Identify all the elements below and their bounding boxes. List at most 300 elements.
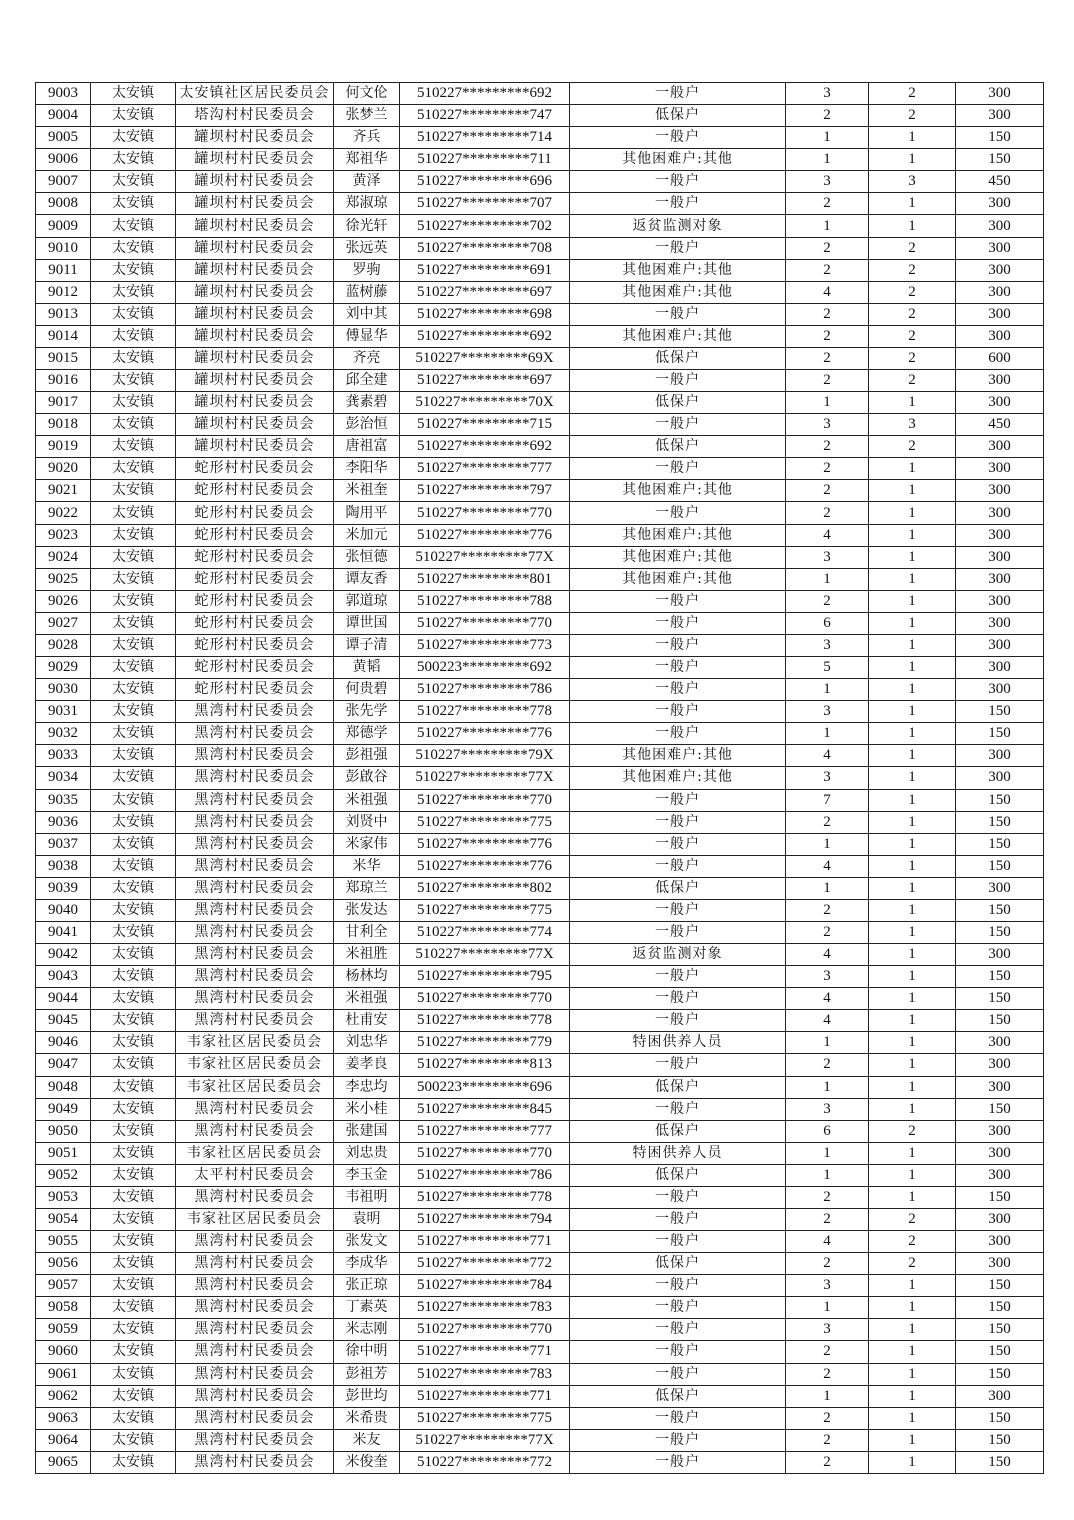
household-size-cell: 3 <box>786 1275 869 1297</box>
seq-cell: 9038 <box>36 855 91 877</box>
count-cell: 1 <box>869 127 956 149</box>
table-row <box>36 303 1044 325</box>
name-cell: 徐光轩 <box>334 215 400 237</box>
household-size-cell: 2 <box>786 1186 869 1208</box>
seq-cell: 9055 <box>36 1231 91 1253</box>
village-cell: 罐坝村村民委员会 <box>176 325 334 347</box>
town-cell: 太安镇 <box>91 480 176 502</box>
town-cell: 太安镇 <box>91 701 176 723</box>
name-cell: 郭道琼 <box>334 590 400 612</box>
id-number-cell: 510227*********77X <box>400 767 570 789</box>
village-cell: 黑湾村村民委员会 <box>176 921 334 943</box>
seq-cell: 9047 <box>36 1054 91 1076</box>
household-size-cell: 1 <box>786 127 869 149</box>
category-cell: 低保户 <box>570 392 786 414</box>
town-cell: 太安镇 <box>91 789 176 811</box>
category-cell: 一般户 <box>570 966 786 988</box>
category-cell: 一般户 <box>570 1275 786 1297</box>
village-cell: 黑湾村村民委员会 <box>176 1385 334 1407</box>
village-cell: 黑湾村村民委员会 <box>176 899 334 921</box>
category-cell: 一般户 <box>570 899 786 921</box>
household-size-cell: 3 <box>786 546 869 568</box>
amount-cell: 300 <box>956 281 1044 303</box>
category-cell: 一般户 <box>570 855 786 877</box>
table-row <box>36 1231 1044 1253</box>
id-number-cell: 510227*********776 <box>400 833 570 855</box>
village-cell: 韦家社区居民委员会 <box>176 1032 334 1054</box>
table-row <box>36 524 1044 546</box>
table-row <box>36 149 1044 171</box>
count-cell: 1 <box>869 657 956 679</box>
name-cell: 张正琼 <box>334 1275 400 1297</box>
town-cell: 太安镇 <box>91 127 176 149</box>
table-row <box>36 171 1044 193</box>
count-cell: 1 <box>869 1076 956 1098</box>
table-row <box>36 215 1044 237</box>
household-size-cell: 1 <box>786 1076 869 1098</box>
count-cell: 1 <box>869 1010 956 1032</box>
household-size-cell: 1 <box>786 149 869 171</box>
village-cell: 蛇形村村民委员会 <box>176 480 334 502</box>
id-number-cell: 510227*********845 <box>400 1098 570 1120</box>
seq-cell: 9059 <box>36 1319 91 1341</box>
village-cell: 黑湾村村民委员会 <box>176 1120 334 1142</box>
village-cell: 罐坝村村民委员会 <box>176 370 334 392</box>
household-size-cell: 2 <box>786 899 869 921</box>
seq-cell: 9030 <box>36 679 91 701</box>
amount-cell: 150 <box>956 1363 1044 1385</box>
id-number-cell: 510227*********697 <box>400 370 570 392</box>
category-cell: 低保户 <box>570 1385 786 1407</box>
household-size-cell: 1 <box>786 1032 869 1054</box>
seq-cell: 9058 <box>36 1297 91 1319</box>
seq-cell: 9035 <box>36 789 91 811</box>
category-cell: 低保户 <box>570 1253 786 1275</box>
household-size-cell: 2 <box>786 259 869 281</box>
category-cell: 一般户 <box>570 988 786 1010</box>
name-cell: 谭世国 <box>334 612 400 634</box>
seq-cell: 9005 <box>36 127 91 149</box>
name-cell: 郑德学 <box>334 723 400 745</box>
town-cell: 太安镇 <box>91 502 176 524</box>
table-row <box>36 1098 1044 1120</box>
amount-cell: 300 <box>956 436 1044 458</box>
id-number-cell: 510227*********697 <box>400 281 570 303</box>
town-cell: 太安镇 <box>91 833 176 855</box>
seq-cell: 9027 <box>36 612 91 634</box>
table-row <box>36 414 1044 436</box>
seq-cell: 9012 <box>36 281 91 303</box>
table-row <box>36 612 1044 634</box>
village-cell: 黑湾村村民委员会 <box>176 1341 334 1363</box>
village-cell: 黑湾村村民委员会 <box>176 1451 334 1473</box>
household-size-cell: 2 <box>786 590 869 612</box>
name-cell: 黄韬 <box>334 657 400 679</box>
name-cell: 米祖奎 <box>334 480 400 502</box>
village-cell: 罐坝村村民委员会 <box>176 171 334 193</box>
category-cell: 低保户 <box>570 877 786 899</box>
name-cell: 黄泽 <box>334 171 400 193</box>
seq-cell: 9025 <box>36 568 91 590</box>
seq-cell: 9019 <box>36 436 91 458</box>
amount-cell: 150 <box>956 1275 1044 1297</box>
village-cell: 黑湾村村民委员会 <box>176 833 334 855</box>
town-cell: 太安镇 <box>91 347 176 369</box>
town-cell: 太安镇 <box>91 1319 176 1341</box>
id-number-cell: 510227*********770 <box>400 789 570 811</box>
household-size-cell: 4 <box>786 281 869 303</box>
amount-cell: 300 <box>956 1164 1044 1186</box>
town-cell: 太安镇 <box>91 1407 176 1429</box>
table-row <box>36 325 1044 347</box>
count-cell: 2 <box>869 1253 956 1275</box>
seq-cell: 9043 <box>36 966 91 988</box>
village-cell: 黑湾村村民委员会 <box>176 877 334 899</box>
category-cell: 低保户 <box>570 347 786 369</box>
count-cell: 1 <box>869 1385 956 1407</box>
count-cell: 1 <box>869 789 956 811</box>
table-row <box>36 347 1044 369</box>
amount-cell: 150 <box>956 899 1044 921</box>
id-number-cell: 510227*********696 <box>400 171 570 193</box>
id-number-cell: 510227*********692 <box>400 83 570 105</box>
town-cell: 太安镇 <box>91 612 176 634</box>
seq-cell: 9048 <box>36 1076 91 1098</box>
household-size-cell: 2 <box>786 1208 869 1230</box>
category-cell: 一般户 <box>570 171 786 193</box>
table-row <box>36 921 1044 943</box>
name-cell: 彭祖强 <box>334 745 400 767</box>
town-cell: 太安镇 <box>91 1164 176 1186</box>
village-cell: 黑湾村村民委员会 <box>176 745 334 767</box>
count-cell: 1 <box>869 745 956 767</box>
seq-cell: 9004 <box>36 105 91 127</box>
village-cell: 蛇形村村民委员会 <box>176 612 334 634</box>
seq-cell: 9007 <box>36 171 91 193</box>
village-cell: 黑湾村村民委员会 <box>176 811 334 833</box>
household-size-cell: 2 <box>786 811 869 833</box>
table-row <box>36 480 1044 502</box>
amount-cell: 300 <box>956 1253 1044 1275</box>
village-cell: 韦家社区居民委员会 <box>176 1054 334 1076</box>
count-cell: 1 <box>869 1164 956 1186</box>
amount-cell: 150 <box>956 988 1044 1010</box>
household-size-cell: 4 <box>786 1010 869 1032</box>
village-cell: 黑湾村村民委员会 <box>176 1297 334 1319</box>
id-number-cell: 510227*********79X <box>400 745 570 767</box>
amount-cell: 300 <box>956 259 1044 281</box>
household-size-cell: 1 <box>786 833 869 855</box>
town-cell: 太安镇 <box>91 237 176 259</box>
household-size-cell: 6 <box>786 1120 869 1142</box>
table-row <box>36 701 1044 723</box>
town-cell: 太安镇 <box>91 966 176 988</box>
household-size-cell: 2 <box>786 1341 869 1363</box>
amount-cell: 300 <box>956 237 1044 259</box>
category-cell: 一般户 <box>570 921 786 943</box>
town-cell: 太安镇 <box>91 524 176 546</box>
count-cell: 2 <box>869 1231 956 1253</box>
count-cell: 1 <box>869 612 956 634</box>
table-row <box>36 105 1044 127</box>
table-row <box>36 988 1044 1010</box>
category-cell: 一般户 <box>570 83 786 105</box>
village-cell: 太平村村民委员会 <box>176 1164 334 1186</box>
id-number-cell: 510227*********711 <box>400 149 570 171</box>
id-number-cell: 510227*********707 <box>400 193 570 215</box>
id-number-cell: 510227*********794 <box>400 1208 570 1230</box>
id-number-cell: 510227*********715 <box>400 414 570 436</box>
seq-cell: 9051 <box>36 1142 91 1164</box>
household-size-cell: 6 <box>786 612 869 634</box>
amount-cell: 300 <box>956 568 1044 590</box>
town-cell: 太安镇 <box>91 436 176 458</box>
seq-cell: 9034 <box>36 767 91 789</box>
amount-cell: 300 <box>956 612 1044 634</box>
name-cell: 唐祖富 <box>334 436 400 458</box>
household-size-cell: 5 <box>786 657 869 679</box>
count-cell: 1 <box>869 944 956 966</box>
name-cell: 李成华 <box>334 1253 400 1275</box>
name-cell: 米加元 <box>334 524 400 546</box>
amount-cell: 150 <box>956 1186 1044 1208</box>
id-number-cell: 510227*********702 <box>400 215 570 237</box>
count-cell: 1 <box>869 1341 956 1363</box>
table-row <box>36 1253 1044 1275</box>
name-cell: 张先学 <box>334 701 400 723</box>
seq-cell: 9024 <box>36 546 91 568</box>
seq-cell: 9021 <box>36 480 91 502</box>
village-cell: 黑湾村村民委员会 <box>176 789 334 811</box>
household-size-cell: 2 <box>786 1451 869 1473</box>
household-size-cell: 3 <box>786 1319 869 1341</box>
table-row <box>36 1275 1044 1297</box>
category-cell: 返贫监测对象 <box>570 215 786 237</box>
count-cell: 1 <box>869 480 956 502</box>
name-cell: 米友 <box>334 1429 400 1451</box>
household-size-cell: 1 <box>786 723 869 745</box>
id-number-cell: 510227*********770 <box>400 502 570 524</box>
id-number-cell: 510227*********77X <box>400 944 570 966</box>
seq-cell: 9009 <box>36 215 91 237</box>
category-cell: 一般户 <box>570 237 786 259</box>
town-cell: 太安镇 <box>91 1098 176 1120</box>
category-cell: 其他困难户:其他 <box>570 524 786 546</box>
table-row <box>36 546 1044 568</box>
category-cell: 其他困难户:其他 <box>570 546 786 568</box>
amount-cell: 300 <box>956 1076 1044 1098</box>
household-size-cell: 2 <box>786 193 869 215</box>
table-row <box>36 745 1044 767</box>
count-cell: 1 <box>869 502 956 524</box>
seq-cell: 9011 <box>36 259 91 281</box>
count-cell: 1 <box>869 966 956 988</box>
amount-cell: 300 <box>956 105 1044 127</box>
name-cell: 米祖强 <box>334 988 400 1010</box>
table-row <box>36 370 1044 392</box>
seq-cell: 9022 <box>36 502 91 524</box>
category-cell: 一般户 <box>570 303 786 325</box>
name-cell: 刘忠贵 <box>334 1142 400 1164</box>
town-cell: 太安镇 <box>91 1010 176 1032</box>
village-cell: 黑湾村村民委员会 <box>176 1363 334 1385</box>
count-cell: 2 <box>869 237 956 259</box>
name-cell: 米祖胜 <box>334 944 400 966</box>
category-cell: 一般户 <box>570 701 786 723</box>
name-cell: 张发文 <box>334 1231 400 1253</box>
amount-cell: 300 <box>956 679 1044 701</box>
household-size-cell: 1 <box>786 568 869 590</box>
id-number-cell: 510227*********770 <box>400 988 570 1010</box>
town-cell: 太安镇 <box>91 1076 176 1098</box>
seq-cell: 9061 <box>36 1363 91 1385</box>
village-cell: 罐坝村村民委员会 <box>176 193 334 215</box>
table-row <box>36 723 1044 745</box>
id-number-cell: 500223*********696 <box>400 1076 570 1098</box>
household-size-cell: 4 <box>786 944 869 966</box>
amount-cell: 150 <box>956 833 1044 855</box>
name-cell: 李阳华 <box>334 458 400 480</box>
category-cell: 低保户 <box>570 105 786 127</box>
amount-cell: 150 <box>956 921 1044 943</box>
household-size-cell: 2 <box>786 1407 869 1429</box>
count-cell: 1 <box>869 1186 956 1208</box>
household-size-cell: 1 <box>786 1142 869 1164</box>
town-cell: 太安镇 <box>91 944 176 966</box>
amount-cell: 300 <box>956 767 1044 789</box>
category-cell: 其他困难户:其他 <box>570 767 786 789</box>
table-row <box>36 568 1044 590</box>
seq-cell: 9026 <box>36 590 91 612</box>
household-size-cell: 1 <box>786 392 869 414</box>
category-cell: 低保户 <box>570 1076 786 1098</box>
town-cell: 太安镇 <box>91 1231 176 1253</box>
category-cell: 其他困难户:其他 <box>570 568 786 590</box>
table-body <box>36 83 1044 1474</box>
table-row <box>36 1186 1044 1208</box>
category-cell: 一般户 <box>570 723 786 745</box>
household-size-cell: 2 <box>786 1253 869 1275</box>
table-row <box>36 237 1044 259</box>
seq-cell: 9028 <box>36 634 91 656</box>
household-size-cell: 3 <box>786 83 869 105</box>
name-cell: 米志刚 <box>334 1319 400 1341</box>
household-size-cell: 2 <box>786 370 869 392</box>
table-row <box>36 1032 1044 1054</box>
town-cell: 太安镇 <box>91 325 176 347</box>
town-cell: 太安镇 <box>91 149 176 171</box>
count-cell: 1 <box>869 392 956 414</box>
id-number-cell: 510227*********776 <box>400 524 570 546</box>
household-size-cell: 2 <box>786 1054 869 1076</box>
table-row <box>36 1297 1044 1319</box>
id-number-cell: 510227*********772 <box>400 1253 570 1275</box>
category-cell: 一般户 <box>570 193 786 215</box>
village-cell: 黑湾村村民委员会 <box>176 1010 334 1032</box>
seq-cell: 9057 <box>36 1275 91 1297</box>
seq-cell: 9060 <box>36 1341 91 1363</box>
seq-cell: 9064 <box>36 1429 91 1451</box>
count-cell: 2 <box>869 303 956 325</box>
category-cell: 一般户 <box>570 1231 786 1253</box>
household-size-cell: 3 <box>786 171 869 193</box>
village-cell: 黑湾村村民委员会 <box>176 1407 334 1429</box>
table-row <box>36 1054 1044 1076</box>
town-cell: 太安镇 <box>91 988 176 1010</box>
amount-cell: 300 <box>956 325 1044 347</box>
id-number-cell: 510227*********692 <box>400 325 570 347</box>
town-cell: 太安镇 <box>91 1032 176 1054</box>
table-row <box>36 1010 1044 1032</box>
count-cell: 1 <box>869 701 956 723</box>
id-number-cell: 510227*********802 <box>400 877 570 899</box>
town-cell: 太安镇 <box>91 1054 176 1076</box>
count-cell: 1 <box>869 1275 956 1297</box>
amount-cell: 300 <box>956 745 1044 767</box>
household-size-cell: 1 <box>786 1385 869 1407</box>
id-number-cell: 510227*********795 <box>400 966 570 988</box>
town-cell: 太安镇 <box>91 193 176 215</box>
table-row <box>36 833 1044 855</box>
name-cell: 郑祖华 <box>334 149 400 171</box>
amount-cell: 150 <box>956 149 1044 171</box>
village-cell: 蛇形村村民委员会 <box>176 458 334 480</box>
town-cell: 太安镇 <box>91 921 176 943</box>
amount-cell: 300 <box>956 458 1044 480</box>
category-cell: 其他困难户:其他 <box>570 149 786 171</box>
category-cell: 特困供养人员 <box>570 1142 786 1164</box>
id-number-cell: 510227*********778 <box>400 1186 570 1208</box>
count-cell: 1 <box>869 1363 956 1385</box>
table-row <box>36 966 1044 988</box>
seq-cell: 9036 <box>36 811 91 833</box>
village-cell: 蛇形村村民委员会 <box>176 546 334 568</box>
town-cell: 太安镇 <box>91 1297 176 1319</box>
village-cell: 罐坝村村民委员会 <box>176 392 334 414</box>
count-cell: 1 <box>869 767 956 789</box>
seq-cell: 9050 <box>36 1120 91 1142</box>
count-cell: 1 <box>869 1098 956 1120</box>
household-table <box>35 82 1044 1474</box>
amount-cell: 150 <box>956 966 1044 988</box>
category-cell: 一般户 <box>570 414 786 436</box>
amount-cell: 300 <box>956 1054 1044 1076</box>
name-cell: 谭子清 <box>334 634 400 656</box>
count-cell: 1 <box>869 1429 956 1451</box>
seq-cell: 9037 <box>36 833 91 855</box>
town-cell: 太安镇 <box>91 370 176 392</box>
town-cell: 太安镇 <box>91 1451 176 1473</box>
name-cell: 甘利全 <box>334 921 400 943</box>
id-number-cell: 510227*********779 <box>400 1032 570 1054</box>
town-cell: 太安镇 <box>91 281 176 303</box>
seq-cell: 9053 <box>36 1186 91 1208</box>
table-row <box>36 1429 1044 1451</box>
category-cell: 一般户 <box>570 1208 786 1230</box>
household-size-cell: 2 <box>786 480 869 502</box>
seq-cell: 9039 <box>36 877 91 899</box>
household-size-cell: 4 <box>786 524 869 546</box>
town-cell: 太安镇 <box>91 1253 176 1275</box>
village-cell: 罐坝村村民委员会 <box>176 237 334 259</box>
name-cell: 何贵碧 <box>334 679 400 701</box>
name-cell: 袁明 <box>334 1208 400 1230</box>
amount-cell: 150 <box>956 1098 1044 1120</box>
category-cell: 一般户 <box>570 502 786 524</box>
seq-cell: 9017 <box>36 392 91 414</box>
name-cell: 李忠均 <box>334 1076 400 1098</box>
category-cell: 一般户 <box>570 1363 786 1385</box>
